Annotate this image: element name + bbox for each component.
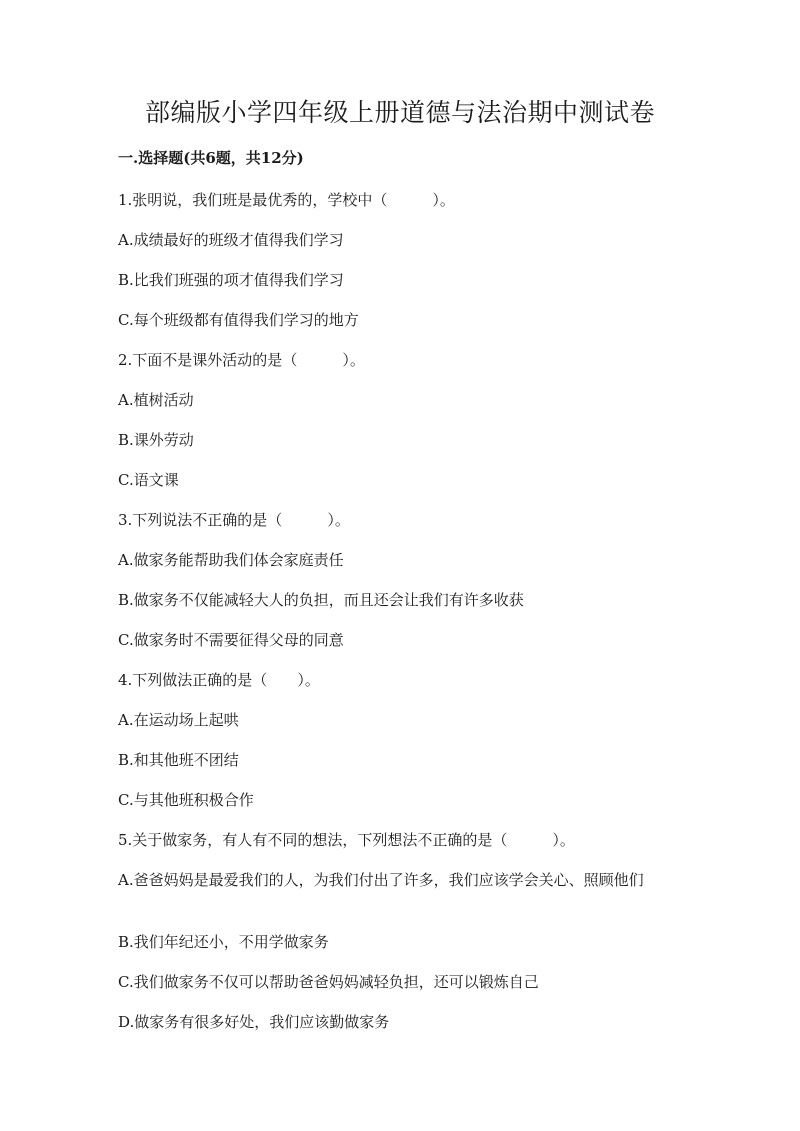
question-1: 1.张明说，我们班是最优秀的，学校中（ ）。: [118, 191, 455, 209]
question-3-option-a: A.做家务能帮助我们体会家庭责任: [118, 551, 344, 569]
question-5-option-c: C.我们做家务不仅可以帮助爸爸妈妈减轻负担，还可以锻炼自己: [118, 973, 539, 991]
question-1-option-c: C.每个班级都有值得我们学习的地方: [118, 311, 359, 329]
question-1-option-b: B.比我们班强的项才值得我们学习: [118, 271, 344, 289]
question-3-option-c: C.做家务时不需要征得父母的同意: [118, 631, 344, 649]
question-3: 3.下列说法不正确的是（ ）。: [118, 511, 350, 529]
question-4-option-c: C.与其他班积极合作: [118, 791, 254, 809]
question-2-option-a: A.植树活动: [118, 391, 194, 409]
question-5-option-b: B.我们年纪还小，不用学做家务: [118, 933, 329, 951]
question-2: 2.下面不是课外活动的是（ ）。: [118, 351, 365, 369]
question-5-option-d: D.做家务有很多好处，我们应该勤做家务: [118, 1013, 390, 1031]
question-5-option-a: A.爸爸妈妈是最爱我们的人，为我们付出了许多，我们应该学会关心、照顾他们: [118, 871, 644, 889]
question-3-option-b: B.做家务不仅能减轻大人的负担，而且还会让我们有许多收获: [118, 591, 524, 609]
question-2-option-b: B.课外劳动: [118, 431, 194, 449]
page-title: 部编版小学四年级上册道德与法治期中测试卷: [144, 98, 655, 127]
question-1-option-a: A.成绩最好的班级才值得我们学习: [118, 231, 344, 249]
question-4-option-b: B.和其他班不团结: [118, 751, 239, 769]
question-2-option-c: C.语文课: [118, 471, 179, 489]
question-list: [118, 189, 678, 1051]
question-4-option-a: A.在运动场上起哄: [118, 711, 239, 729]
question-4: 4.下列做法正确的是（ ）。: [118, 671, 320, 689]
section-heading: 一.选择题(共6题，共12分): [118, 149, 304, 167]
question-5: 5.关于做家务，有人有不同的想法，下列想法不正确的是（ ）。: [118, 831, 575, 849]
